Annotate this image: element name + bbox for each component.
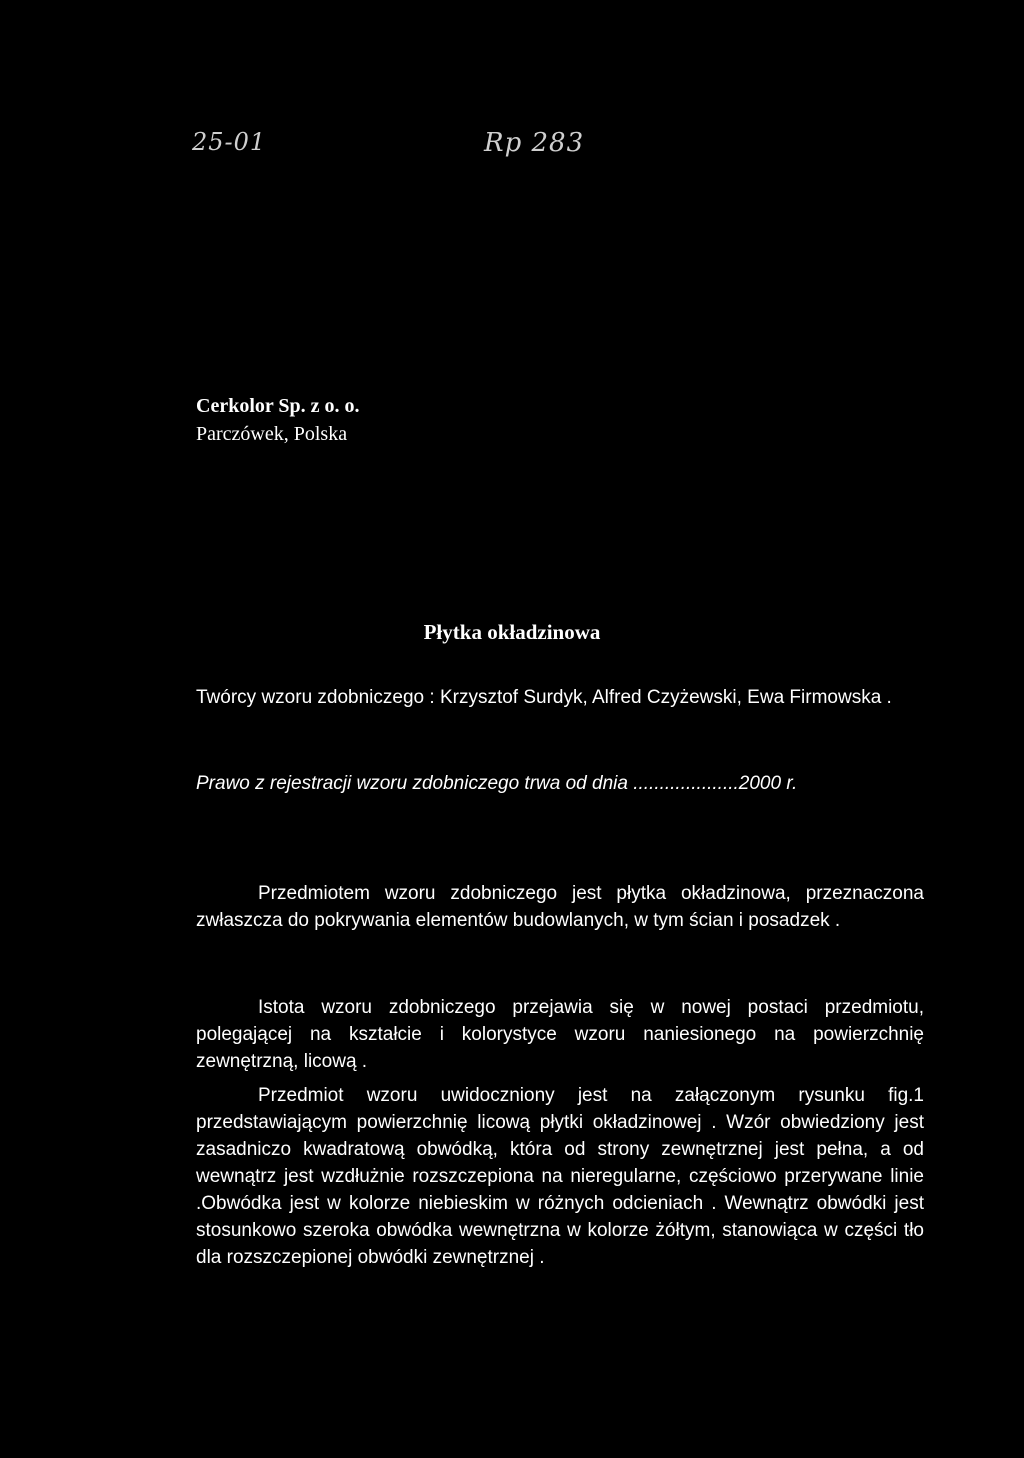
handwritten-reference-note: Rp 283 xyxy=(484,128,585,158)
essence-text: Istota wzoru zdobniczego przejawia się w nowej postaci przedmiotu, polegającej na kształcie i kolorystyce wzoru naniesionego na powierzchnię zewnętrzną, licową . xyxy=(196,997,924,1072)
applicant-name: Cerkolor Sp. z o. o. xyxy=(196,395,360,417)
subject-paragraph xyxy=(196,880,924,934)
applicant-location: Parczówek, Polska xyxy=(196,423,348,445)
description-paragraph xyxy=(196,1082,924,1271)
applicant-block xyxy=(196,392,360,448)
handwritten-date-note: 25-01 xyxy=(192,128,267,156)
authors-line: Twórcy wzoru zdobniczego : Krzysztof Surdyk, Alfred Czyżewski, Ewa Firmowska . xyxy=(196,687,892,708)
description-text: Przedmiot wzoru uwidoczniony jest na załączonym rysunku fig.1 przedstawiającym powierzchnię licową płytki okładzinowej . Wzór obwiedziony jest zasadniczo kwadratową obwódką, która od strony zewnętrznej jest pełna, a od wewnątrz jest wzdłużnie rozszczepiona na nieregularne, częściowo przerywane linie .Obwódka jest w kolorze niebieskim w różnych odcieniach . Wewnątrz obwódki jest stosunkowo szeroka obwódka wewnętrzna w kolorze żółtym, stanowiąca w części tło dla rozszczepionej obwódki zewnętrznej . xyxy=(196,1085,924,1268)
essence-paragraph xyxy=(196,994,924,1075)
document-title: Płytka okładzinowa xyxy=(423,620,601,644)
registration-rights-line: Prawo z rejestracji wzoru zdobniczego trwa od dnia ....................2000 r. xyxy=(196,773,798,794)
subject-text: Przedmiotem wzoru zdobniczego jest płytka okładzinowa, przeznaczona zwłaszcza do pokrywania elementów budowlanych, w tym ścian i posadzek . xyxy=(196,883,924,931)
